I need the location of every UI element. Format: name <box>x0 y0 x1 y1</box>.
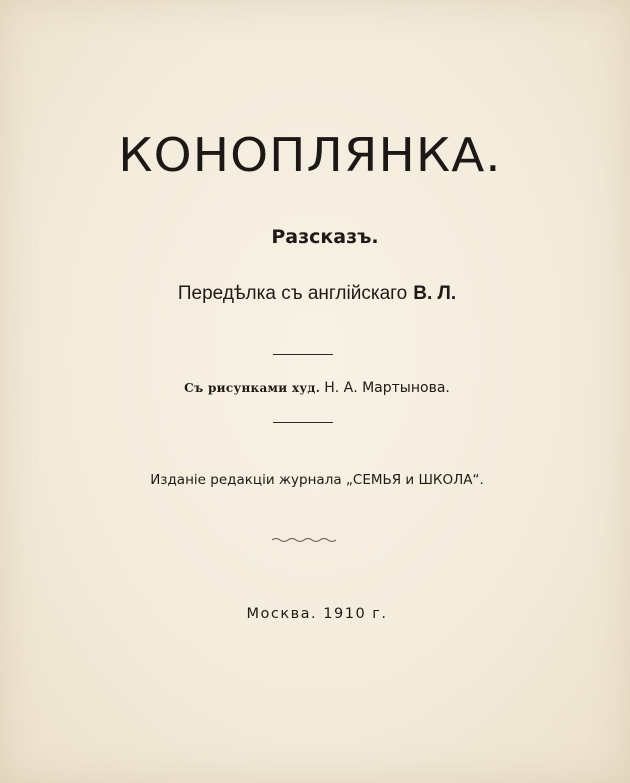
book-title: КОНОПЛЯНКА. <box>118 128 502 182</box>
illustrations-line <box>2 380 630 396</box>
subtitle: Разсказъ. <box>271 226 379 248</box>
divider-rule-middle <box>273 422 333 423</box>
imprint-line: Москва. 1910 г. <box>246 606 388 622</box>
illustrations-prefix: Съ рисунками худ. <box>184 381 321 395</box>
illustrations-artist: Н. А. Мартынова. <box>324 380 450 396</box>
divider-rule-top <box>273 354 333 355</box>
publisher-line: Изданіе редакціи журнала „СЕМЬЯ и ШКОЛА“. <box>150 472 484 488</box>
adaptation-line <box>2 283 630 305</box>
adaptation-author: В. Л. <box>413 283 457 304</box>
ornament-wavy-rule <box>272 536 336 544</box>
adaptation-text: Передѣлка съ англійскаго <box>177 283 408 304</box>
